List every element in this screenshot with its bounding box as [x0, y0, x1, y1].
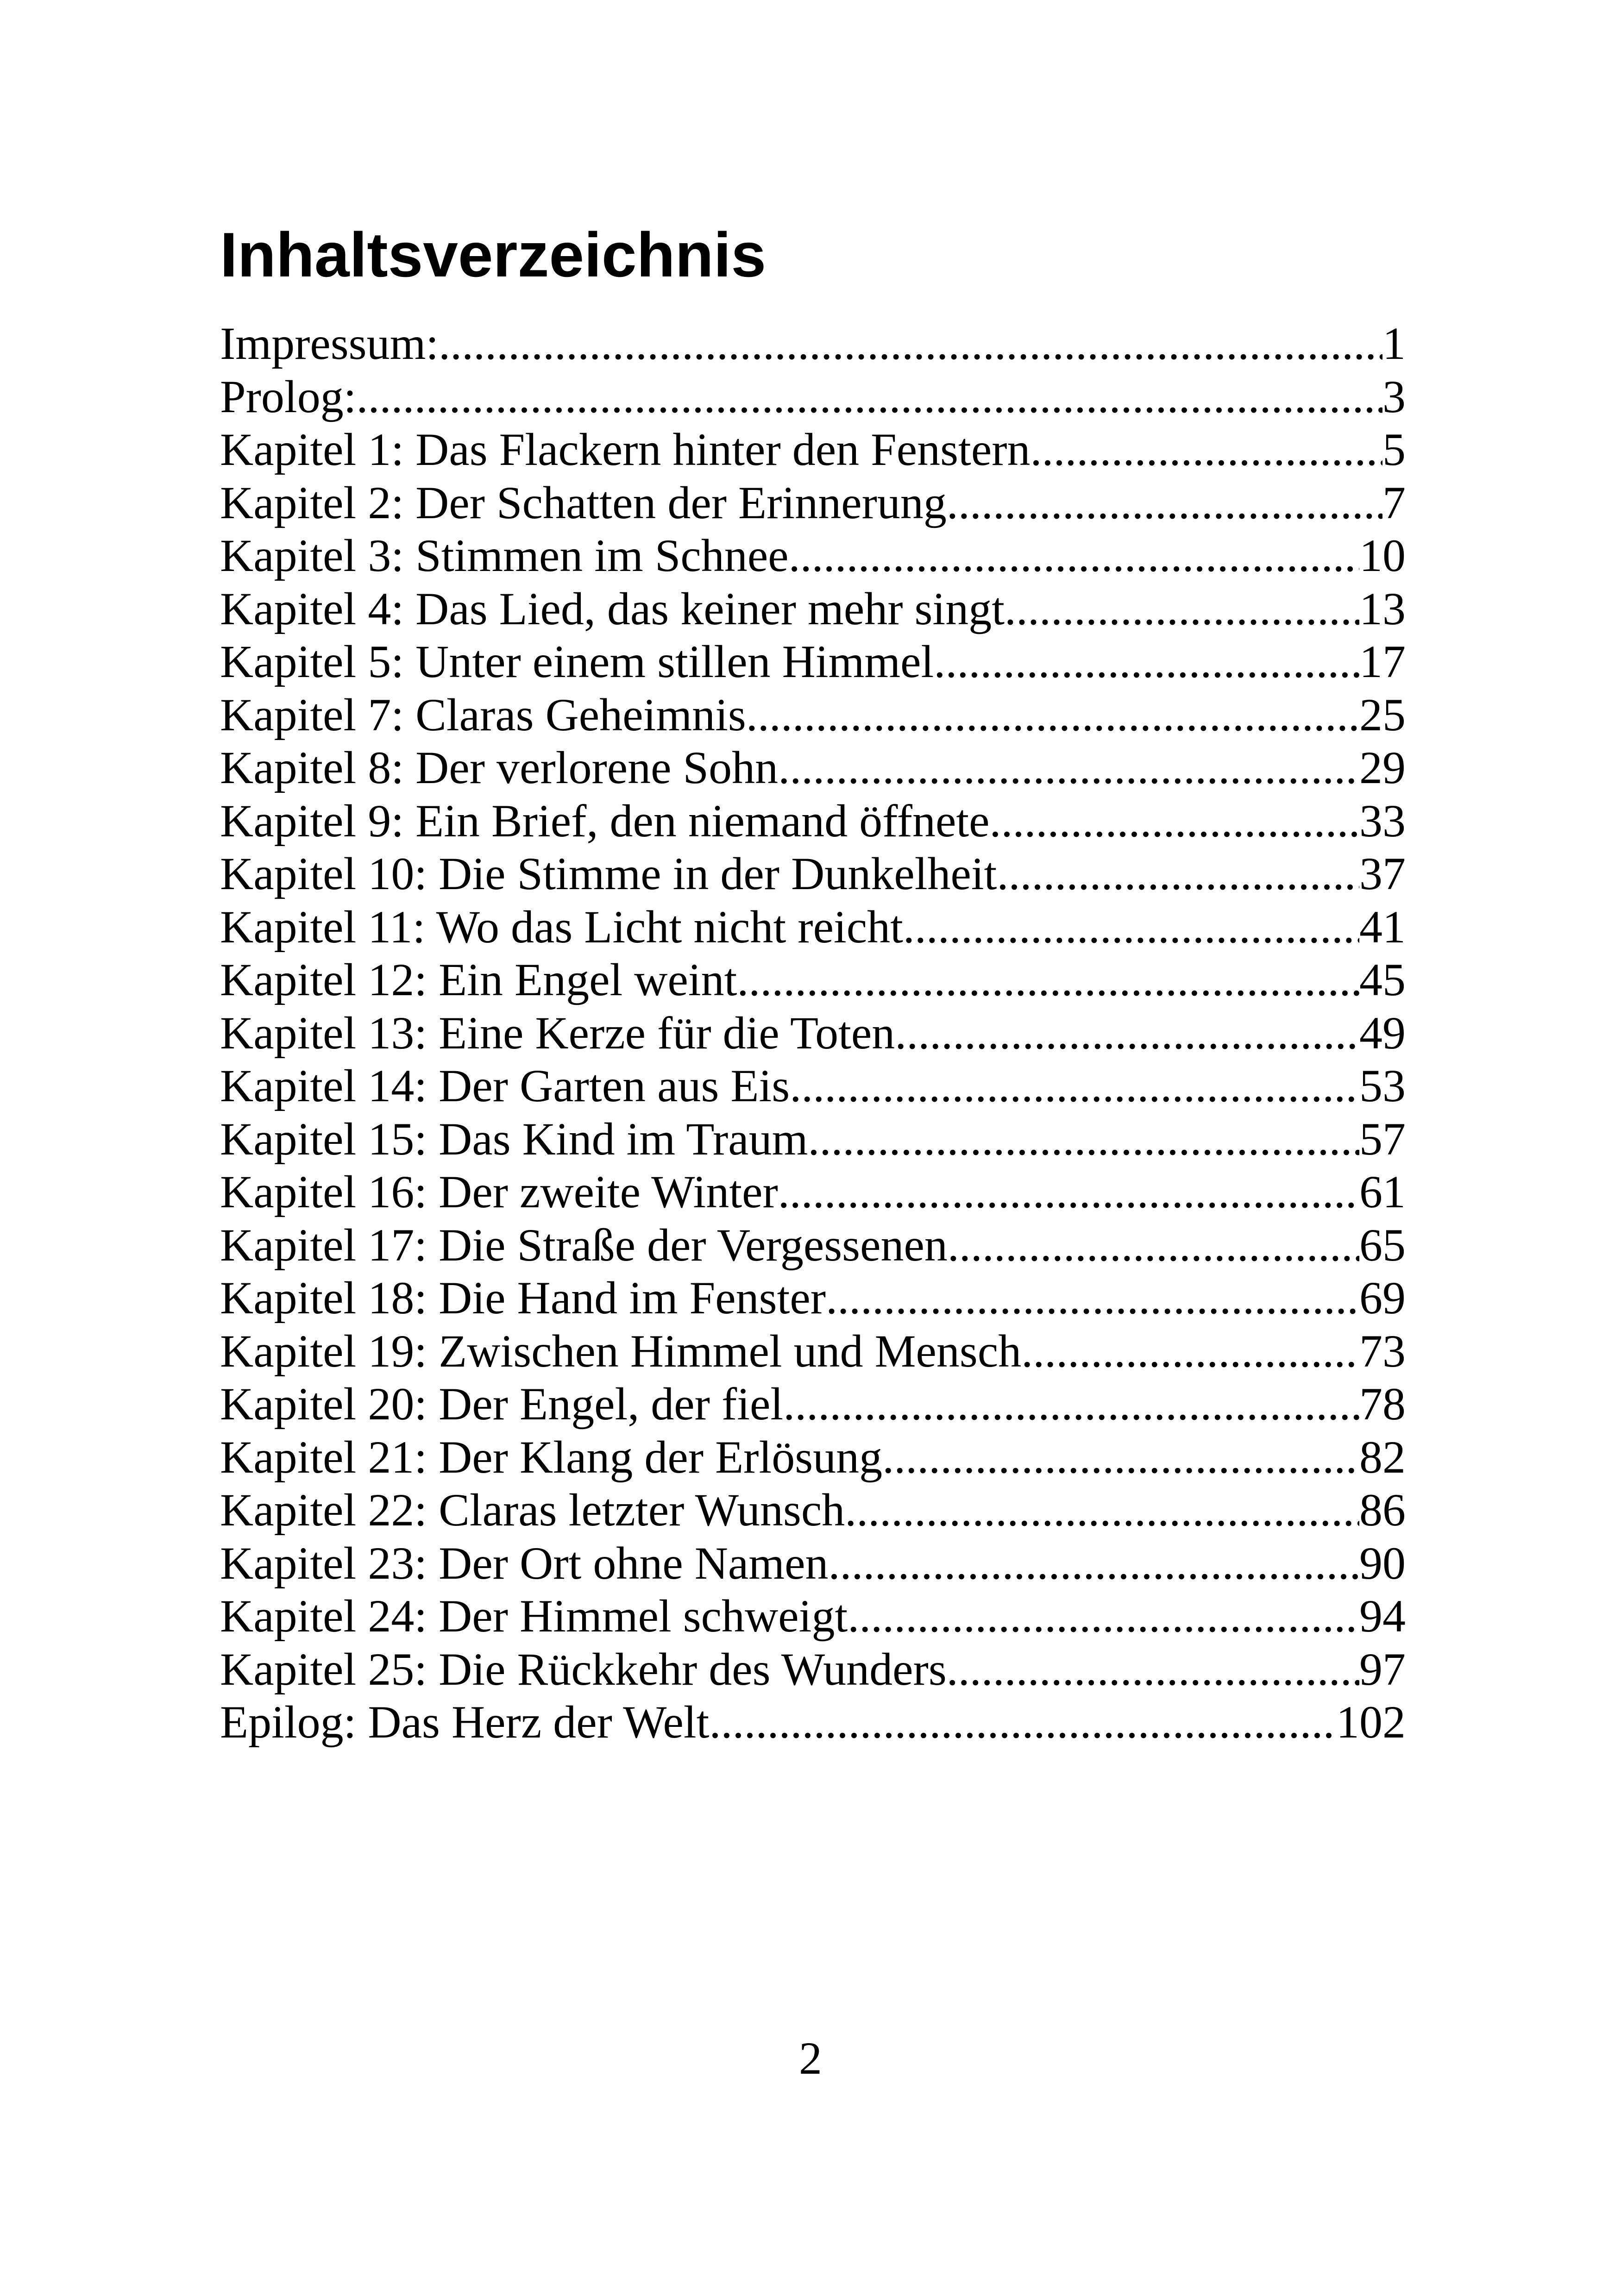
toc-entry-page: 7 — [1382, 477, 1406, 528]
toc-entry-title: Kapitel 19: Zwischen Himmel und Mensch — [220, 1325, 1022, 1377]
toc-entry-title: Kapitel 15: Das Kind im Traum — [220, 1113, 808, 1165]
toc-entry[interactable] — [220, 370, 1406, 424]
toc-entry-page: 1 — [1382, 318, 1406, 369]
toc-entry-title: Kapitel 24: Der Himmel schweigt — [220, 1590, 848, 1642]
toc-entry-title: Kapitel 21: Der Klang der Erlösung — [220, 1431, 883, 1483]
toc-dot-leader — [356, 370, 1382, 424]
toc-entry-page: 57 — [1359, 1113, 1406, 1165]
toc-entry-page: 3 — [1382, 370, 1406, 422]
toc-entry[interactable] — [220, 423, 1406, 477]
toc-entry-page: 37 — [1359, 848, 1406, 899]
toc-dot-leader — [934, 635, 1359, 689]
toc-entry[interactable] — [220, 529, 1406, 583]
toc-entry[interactable] — [220, 635, 1406, 689]
toc-entry-title: Kapitel 13: Eine Kerze für die Toten — [220, 1007, 895, 1059]
toc-entry-page: 86 — [1359, 1484, 1406, 1536]
toc-dot-leader — [947, 477, 1382, 530]
toc-dot-leader — [826, 1272, 1359, 1325]
toc-dot-leader — [737, 954, 1359, 1007]
toc-entry-title: Kapitel 17: Die Straße der Vergessenen — [220, 1219, 948, 1271]
toc-dot-leader — [848, 1590, 1359, 1643]
toc-entry-page: 97 — [1359, 1643, 1406, 1695]
toc-entry[interactable] — [220, 1219, 1406, 1272]
toc-dot-leader — [789, 529, 1359, 583]
toc-entry-title: Kapitel 2: Der Schatten der Erinnerung — [220, 477, 947, 528]
toc-entry-page: 10 — [1359, 530, 1406, 581]
toc-entry[interactable] — [220, 1166, 1406, 1219]
toc-entry[interactable] — [220, 1272, 1406, 1325]
toc-entry[interactable] — [220, 954, 1406, 1007]
toc-dot-leader — [948, 1219, 1359, 1272]
toc-entry-title: Kapitel 4: Das Lied, das keiner mehr singt — [220, 583, 1005, 634]
toc-entry-title: Kapitel 5: Unter einem stillen Himmel — [220, 636, 934, 687]
toc-entry-page: 78 — [1359, 1378, 1406, 1430]
toc-entry-page: 41 — [1359, 901, 1406, 953]
toc-entry-page: 5 — [1382, 424, 1406, 475]
toc-entry[interactable] — [220, 1060, 1406, 1113]
toc-entry-page: 90 — [1359, 1537, 1406, 1589]
toc-entry[interactable] — [220, 1113, 1406, 1166]
toc-entry-title: Kapitel 8: Der verlorene Sohn — [220, 742, 779, 793]
toc-entry[interactable] — [220, 1696, 1406, 1749]
toc-entry-page: 69 — [1359, 1272, 1406, 1324]
toc-heading: Inhaltsverzeichnis — [220, 220, 767, 290]
toc-entry[interactable] — [220, 1431, 1406, 1484]
toc-entry-title: Kapitel 16: Der zweite Winter — [220, 1166, 778, 1217]
toc-entry[interactable] — [220, 583, 1406, 636]
toc-entry[interactable] — [220, 317, 1406, 370]
toc-entry-title: Kapitel 25: Die Rückkehr des Wunders — [220, 1643, 947, 1695]
toc-dot-leader — [778, 1166, 1359, 1219]
toc-entry-page: 17 — [1359, 636, 1406, 687]
toc-entry[interactable] — [220, 901, 1406, 954]
toc-dot-leader — [709, 1696, 1336, 1749]
toc-entry-title: Prolog: — [220, 370, 357, 422]
toc-entry-title: Kapitel 18: Die Hand im Fenster — [220, 1272, 826, 1324]
toc-entry[interactable] — [220, 795, 1406, 848]
toc-entry[interactable] — [220, 1325, 1406, 1378]
toc-entry-title: Kapitel 22: Claras letzter Wunsch — [220, 1484, 845, 1536]
toc-entry[interactable] — [220, 1007, 1406, 1060]
toc-entry-page: 33 — [1359, 795, 1406, 847]
toc-entry-page: 53 — [1359, 1060, 1406, 1111]
toc-entry-title: Impressum: — [220, 318, 439, 369]
toc-dot-leader — [439, 317, 1382, 370]
toc-entry-title: Kapitel 14: Der Garten aus Eis — [220, 1060, 790, 1111]
toc-dot-leader — [1021, 1325, 1359, 1378]
toc-entry[interactable] — [220, 1378, 1406, 1431]
toc-dot-leader — [895, 1007, 1359, 1060]
toc-entry-title: Kapitel 1: Das Flackern hinter den Fenstern — [220, 424, 1030, 475]
toc-entry-title: Kapitel 10: Die Stimme in der Dunkelheit — [220, 848, 997, 899]
toc-entry-page: 61 — [1359, 1166, 1406, 1217]
toc-entry-page: 94 — [1359, 1590, 1406, 1642]
toc-entry-page: 45 — [1359, 954, 1406, 1005]
toc-entry-title: Epilog: Das Herz der Welt — [220, 1696, 710, 1748]
toc-dot-leader — [746, 689, 1359, 742]
toc-entry-page: 73 — [1359, 1325, 1406, 1377]
toc-entry-page: 25 — [1359, 689, 1406, 740]
toc-entry-title: Kapitel 3: Stimmen im Schnee — [220, 530, 789, 581]
toc-dot-leader — [990, 795, 1359, 848]
toc-entry-title: Kapitel 7: Claras Geheimnis — [220, 689, 746, 740]
toc-dot-leader — [903, 901, 1359, 954]
toc-entry-title: Kapitel 9: Ein Brief, den niemand öffnete — [220, 795, 990, 847]
toc-dot-leader — [790, 1060, 1359, 1113]
toc-entry-title: Kapitel 20: Der Engel, der fiel — [220, 1378, 784, 1430]
toc-dot-leader — [783, 1378, 1359, 1431]
toc-dot-leader — [997, 847, 1359, 901]
toc-entry[interactable] — [220, 1484, 1406, 1537]
toc-entry-page: 49 — [1359, 1007, 1406, 1059]
toc-dot-leader — [778, 741, 1359, 795]
toc-entry[interactable] — [220, 689, 1406, 742]
toc-dot-leader — [1030, 423, 1382, 477]
toc-entry-page: 102 — [1336, 1696, 1406, 1748]
toc-entry-page: 65 — [1359, 1219, 1406, 1271]
toc-entry-title: Kapitel 12: Ein Engel weint — [220, 954, 737, 1005]
toc-entry[interactable] — [220, 1537, 1406, 1590]
toc-entry-title: Kapitel 23: Der Ort ohne Namen — [220, 1537, 829, 1589]
toc-entry[interactable] — [220, 1643, 1406, 1696]
toc-entry-title: Kapitel 11: Wo das Licht nicht reicht — [220, 901, 903, 953]
toc-entry-page: 29 — [1359, 742, 1406, 793]
toc-entry[interactable] — [220, 741, 1406, 795]
toc-dot-leader — [882, 1431, 1359, 1484]
toc-entry-page: 82 — [1359, 1431, 1406, 1483]
toc-entry[interactable] — [220, 477, 1406, 530]
toc-dot-leader — [1005, 583, 1359, 636]
page-number: 2 — [799, 2033, 822, 2084]
toc-dot-leader — [828, 1537, 1359, 1590]
toc-entry-page: 13 — [1359, 583, 1406, 634]
toc-dot-leader — [947, 1643, 1359, 1696]
toc-dot-leader — [808, 1113, 1359, 1166]
toc-entry[interactable] — [220, 1590, 1406, 1643]
toc-entry[interactable] — [220, 847, 1406, 901]
toc-list — [220, 317, 1406, 1749]
toc-dot-leader — [845, 1484, 1359, 1537]
